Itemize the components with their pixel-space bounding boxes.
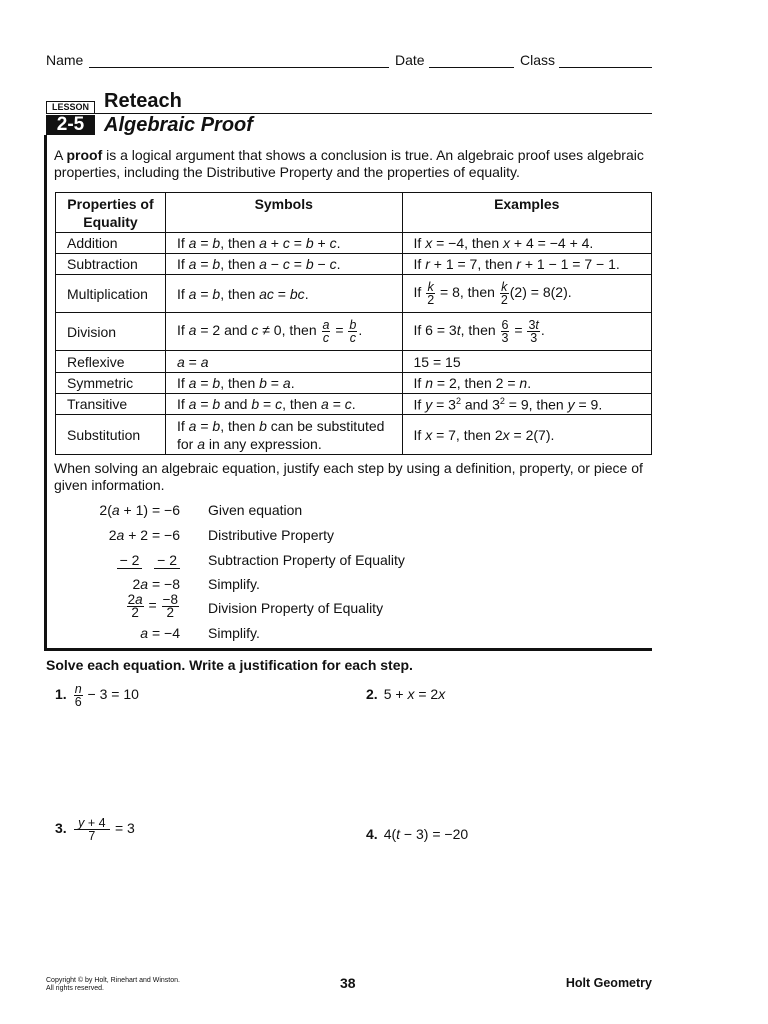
table-row	[56, 275, 652, 313]
page-number: 38	[340, 975, 356, 991]
step-equation: $\frac{2a}{2}$ = $\frac{-8}{2}$	[127, 592, 178, 620]
table-row	[56, 313, 652, 351]
step-equation: a = −4	[140, 625, 180, 641]
table-row	[56, 254, 652, 275]
step-equation: 2a + 2 = −6	[108, 527, 180, 543]
rights-line: All rights reserved.	[46, 985, 104, 992]
symbol-cell: If a = 2 and c ≠ 0, then $\frac{a}{c}$ = $\frac{b}{c}$ .	[165, 313, 402, 351]
symbol-cell: If a = b, then a + c = b + c.	[165, 233, 402, 254]
table-row	[56, 415, 652, 455]
symbol-cell: If a = b and b = c, then a = c.	[165, 394, 402, 415]
example-cell: If r + 1 = 7, then r + 1 − 1 = 7 − 1.	[402, 254, 651, 275]
symbol-cell: If a = b, then a − c = b − c.	[165, 254, 402, 275]
class-label: Class	[520, 52, 556, 68]
table-row	[56, 373, 652, 394]
property-cell: Addition	[56, 233, 166, 254]
property-cell: Division	[56, 313, 166, 351]
step-equation: 2(a + 1) = −6	[99, 502, 180, 518]
property-cell: Multiplication	[56, 275, 166, 313]
publisher: Holt Geometry	[565, 976, 652, 990]
step-justification: Given equation	[208, 502, 303, 518]
step-justification: Subtraction Property of Equality	[208, 552, 405, 568]
intro-prefix: A	[54, 147, 67, 163]
intro-rest: is a logical argument that shows a conclusion is true. An algebraic proof uses algebraic properties, including the Distributive Property and the properties of equality.	[54, 147, 644, 180]
example-cell: If $y = 3^2$ and $3^2 = 9$, then y = 9.	[402, 394, 651, 415]
problem-1: 1. $\frac{n}{6}$ − 3 = 10	[55, 682, 139, 709]
symbol-cell: a = a	[165, 351, 402, 373]
property-cell: Transitive	[56, 394, 166, 415]
property-cell: Symmetric	[56, 373, 166, 394]
example-cell: If $\frac{k}{2}$ = 8, then $\frac{k}{2}$ (2) = 8(2).	[402, 275, 651, 313]
problem-number: 3.	[55, 820, 67, 837]
page-title: Reteach	[104, 90, 182, 112]
step-justification: Simplify.	[208, 625, 260, 641]
header-symbols: Symbols	[165, 193, 402, 233]
step-equation: 2a = −8	[132, 576, 180, 592]
class-blank[interactable]	[559, 67, 652, 68]
name-label: Name	[46, 52, 84, 68]
example-cell: If 6 = 3t, then $\frac{6}{3}$ = $\frac{3t}{3}$ .	[402, 313, 651, 351]
copyright-line: Copyright © by Holt, Rinehart and Winston.	[46, 977, 180, 984]
property-cell: Subtraction	[56, 254, 166, 275]
step-justification: Distributive Property	[208, 527, 335, 543]
exercise-instructions: Solve each equation. Write a justification for each step.	[46, 657, 413, 673]
problem-2: 2. 5 + x = 2x	[366, 686, 446, 702]
example-cell: 15 = 15	[402, 351, 651, 373]
step-justification: Simplify.	[208, 576, 260, 592]
lesson-badge	[46, 101, 95, 135]
problem-3: 3. $\frac{y + 4}{7}$ = 3	[55, 816, 135, 843]
intro-term: proof	[66, 147, 103, 163]
header-examples: Examples	[402, 193, 651, 233]
property-cell: Substitution	[56, 415, 166, 455]
step-equation: − 2 − 2	[117, 552, 180, 568]
property-cell: Reflexive	[56, 351, 166, 373]
properties-table	[55, 192, 652, 455]
symbol-cell: If a = b, then ac = bc.	[165, 275, 402, 313]
problem-number: 2.	[366, 686, 378, 702]
problem-number: 4.	[366, 826, 378, 842]
table-row	[56, 233, 652, 254]
header-properties: Properties of Equality	[56, 193, 166, 233]
symbol-cell: If a = b, then b = a.	[165, 373, 402, 394]
problem-4: 4. 4(t − 3) = −20	[366, 826, 469, 842]
table-header-row	[56, 193, 652, 233]
step-justification: Division Property of Equality	[208, 600, 384, 616]
symbol-cell: If a = b, then b can be substituted for a in any expression.	[165, 415, 402, 455]
page-footer	[46, 975, 652, 997]
name-blank[interactable]	[89, 67, 389, 68]
problem-number: 1.	[55, 686, 67, 703]
example-cell: If n = 2, then 2 = n.	[402, 373, 651, 394]
date-label: Date	[395, 52, 425, 68]
copyright	[46, 977, 180, 993]
page-subtitle: Algebraic Proof	[104, 114, 253, 136]
table-row	[56, 394, 652, 415]
student-info-header	[46, 52, 652, 70]
date-blank[interactable]	[429, 67, 514, 68]
intro-paragraph	[54, 147, 644, 181]
lesson-number: 2-5	[46, 115, 95, 135]
solving-instructions: When solving an algebraic equation, justify each step by using a definition, property, or piece of given information.	[54, 460, 643, 493]
table-row	[56, 351, 652, 373]
example-cell: If x = −4, then x + 4 = −4 + 4.	[402, 233, 651, 254]
lesson-label: LESSON	[46, 101, 95, 114]
example-cell: If x = 7, then 2x = 2(7).	[402, 415, 651, 455]
